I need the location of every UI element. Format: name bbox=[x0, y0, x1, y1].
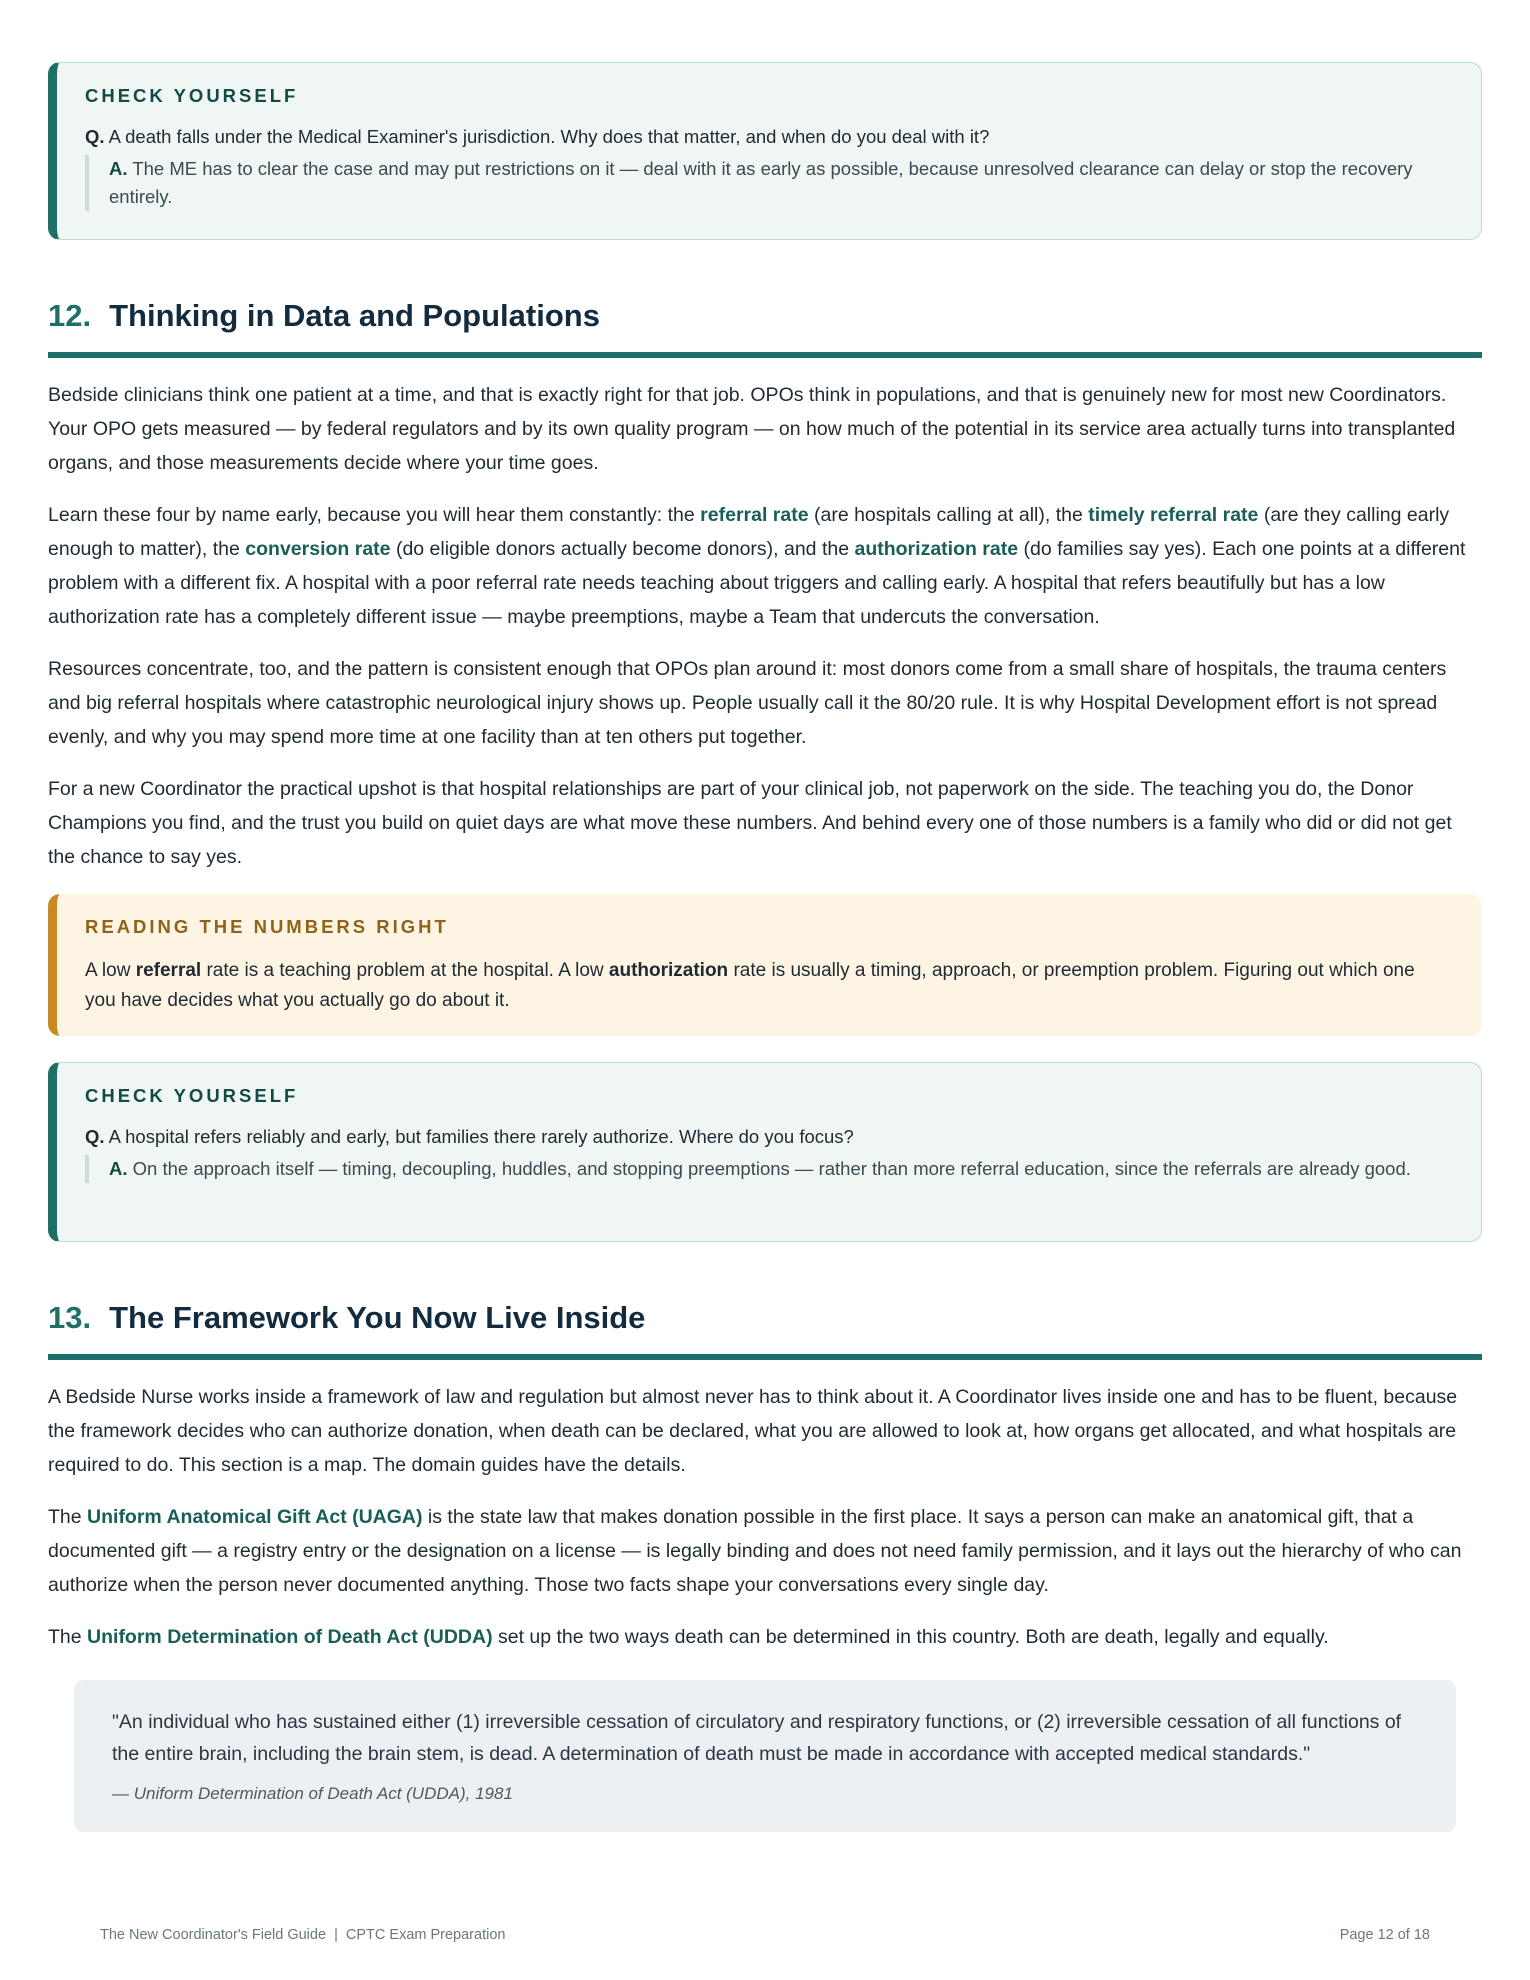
question-prefix: Q. bbox=[85, 126, 105, 147]
paragraph: Resources concentrate, too, and the pattern is consistent enough that OPOs plan around it: most donors come from a small share of hospitals, the trauma centers and big referral hospitals where catastrophic neurological injury shows up. People usually call it the 80/20 rule. It is why Hospital Development effort is not spread evenly, and why you may spend more time at one facility than at ten others put together. bbox=[48, 658, 1447, 748]
section-13 bbox=[48, 1300, 1482, 1832]
callout-title: READING THE NUMBERS RIGHT bbox=[85, 916, 449, 937]
check-answer bbox=[85, 155, 1445, 211]
section-number: 13. bbox=[48, 1300, 92, 1335]
paragraph: A Bedside Nurse works inside a framework of law and regulation but almost never has to think about it. A Coordinator lives inside one and has to be fluent, because the framework decides who can authorize donation, when death can be declared, what you are allowed to look at, how organs get allocated, and what hospitals are required to do. This section is a map. The domain guides have the details. bbox=[48, 1386, 1458, 1476]
text-run: Learn these four by name early, because you will hear them constantly: the bbox=[48, 504, 701, 526]
section-title: The Framework You Now Live Inside bbox=[109, 1300, 646, 1335]
term-referral-rate: referral rate bbox=[700, 504, 809, 526]
term-timely-referral-rate: timely referral rate bbox=[1088, 504, 1259, 526]
paragraph bbox=[48, 498, 1482, 634]
callout-box bbox=[48, 894, 1482, 1036]
check-answer bbox=[85, 1155, 1445, 1183]
answer-prefix: A. bbox=[109, 158, 128, 179]
section-number: 12. bbox=[48, 298, 92, 333]
answer-text: The ME has to clear the case and may put restrictions on it — deal with it as early as possible, because unresolved clearance can delay or stop the recovery entirely. bbox=[109, 158, 1413, 207]
bold-term: referral bbox=[135, 960, 202, 981]
quote-text: "An individual who has sustained either (1) irreversible cessation of circulatory and respiratory functions, or (2) irreversible cessation of all functions of the entire brain, including the brain stem, is dead. A determination of death must be made in accordance with accepted medical standards." bbox=[112, 1711, 1402, 1765]
text-run: rate is usually a timing, approach, or preemption problem. Figuring out which one you have decides what you actually go do about it. bbox=[85, 960, 1415, 1011]
page-footer bbox=[100, 1927, 1430, 1943]
question-prefix: Q. bbox=[85, 1126, 105, 1147]
blockquote bbox=[74, 1680, 1456, 1832]
text-run: set up the two ways death can be determined in this country. Both are death, legally and equally. bbox=[492, 1626, 1329, 1648]
section-12 bbox=[48, 298, 1482, 1242]
section-divider bbox=[48, 1354, 1482, 1360]
text-run: A low bbox=[85, 960, 136, 981]
text-run: is the state law that makes donation possible in the first place. It says a person can make an anatomical gift, that a documented gift — a registry entry or the designation on a license — is legally binding and does not need family permission, and it lays out the hierarchy of who can authorize when the person never documented anything. Those two facts shape your conversations every single day. bbox=[48, 1506, 1462, 1596]
text-run: (are hospitals calling at all), the bbox=[808, 504, 1089, 526]
question-text: A hospital refers reliably and early, but families there rarely authorize. Where do you focus? bbox=[108, 1126, 854, 1147]
quote-citation: — Uniform Determination of Death Act (UDDA), 1981 bbox=[112, 1784, 513, 1803]
section-divider bbox=[48, 352, 1482, 358]
section-heading bbox=[48, 298, 1482, 334]
text-run: (do eligible donors actually become donors), and the bbox=[390, 538, 855, 560]
text-run: rate is a teaching problem at the hospital. A low bbox=[201, 960, 609, 981]
paragraph bbox=[48, 1620, 1482, 1654]
page-number: Page 12 of 18 bbox=[1339, 1927, 1430, 1943]
answer-text: On the approach itself — timing, decoupling, huddles, and stopping preemptions — rather than more referral education, since the referrals are already good. bbox=[132, 1158, 1411, 1179]
text-run: The bbox=[48, 1506, 88, 1528]
footer-title: The New Coordinator's Field Guide | CPTC Exam Preparation bbox=[100, 1927, 506, 1943]
paragraph bbox=[48, 1500, 1482, 1602]
section-title: Thinking in Data and Populations bbox=[109, 298, 600, 333]
answer-prefix: A. bbox=[109, 1158, 128, 1179]
check-question bbox=[85, 1123, 1445, 1151]
callout-text bbox=[85, 956, 1446, 1016]
term-uaga: Uniform Anatomical Gift Act (UAGA) bbox=[87, 1506, 423, 1528]
paragraph: Bedside clinicians think one patient at a time, and that is exactly right for that job. OPOs think in populations, and that is genuinely new for most new Coordinators. Your OPO gets measured — by federal regulators and by its own quality program — on how much of the potential in its service area actually turns into transplanted organs, and those measurements decide where your time goes. bbox=[48, 384, 1456, 474]
term-authorization-rate: authorization rate bbox=[854, 538, 1019, 560]
question-text: A death falls under the Medical Examiner's jurisdiction. Why does that matter, and when do you deal with it? bbox=[108, 126, 990, 147]
section-heading bbox=[48, 1300, 1482, 1336]
check-question bbox=[85, 123, 1445, 151]
bold-term: authorization bbox=[608, 960, 729, 981]
term-udda: Uniform Determination of Death Act (UDDA) bbox=[87, 1626, 493, 1648]
text-run: (do families say yes). Each one points at a different problem with a different fix. A hospital with a poor referral rate needs teaching about triggers and calling early. A hospital that refers beautifully but has a low authorization rate has a completely different issue — maybe preemptions, maybe a Team that undercuts the conversation. bbox=[48, 538, 1466, 628]
check-yourself-box bbox=[48, 1062, 1482, 1242]
check-yourself-box bbox=[48, 62, 1482, 240]
check-yourself-title: CHECK YOURSELF bbox=[85, 1085, 299, 1106]
text-run: The bbox=[48, 1626, 88, 1648]
check-yourself-title: CHECK YOURSELF bbox=[85, 85, 299, 106]
paragraph: For a new Coordinator the practical upshot is that hospital relationships are part of your clinical job, not paperwork on the side. The teaching you do, the Donor Champions you find, and the trust you build on quiet days are what move these numbers. And behind every one of those numbers is a family who did or did not get the chance to say yes. bbox=[48, 778, 1452, 868]
term-conversion-rate: conversion rate bbox=[245, 538, 391, 560]
text-run: (are they calling early enough to matter), the bbox=[48, 504, 1450, 560]
